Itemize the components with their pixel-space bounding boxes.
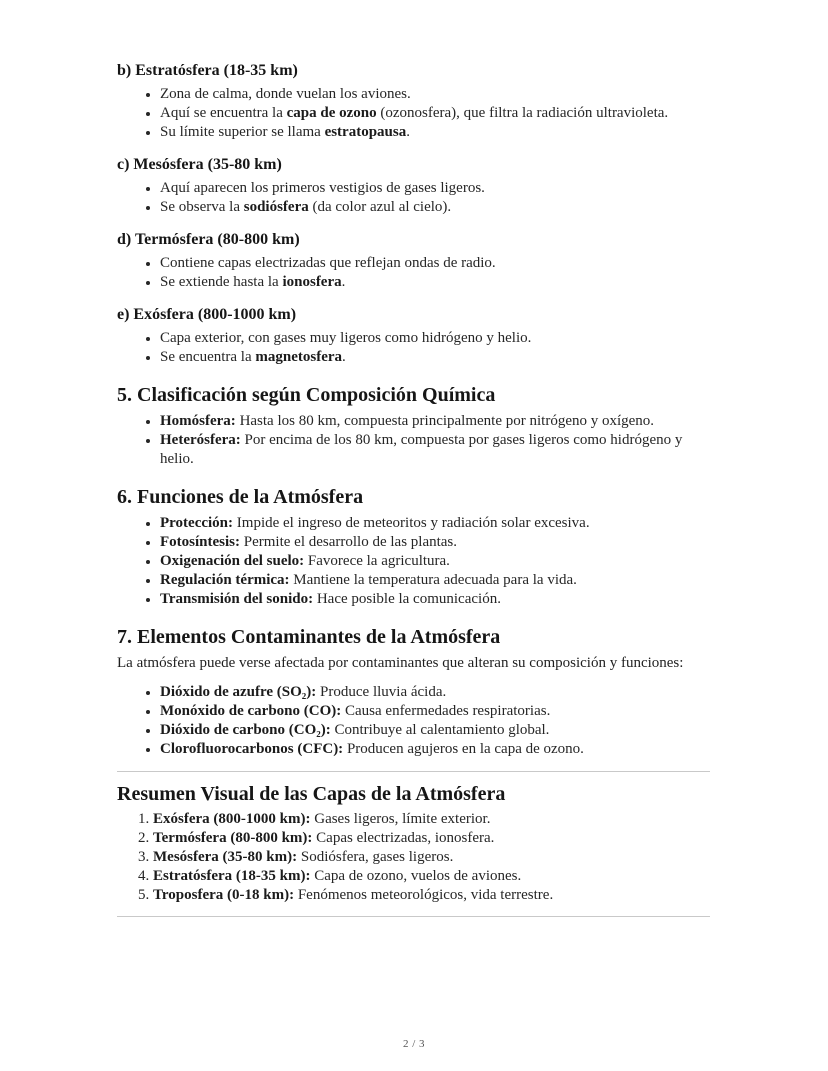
list-item: • Aquí se encuentra la capa de ozono (ozonosfera), que filtra la radiación ultravioleta. — [160, 104, 710, 123]
page-number: 2 / 3 — [402, 1038, 426, 1050]
list-item: • Se observa la sodiósfera (da color azul al cielo). — [160, 198, 710, 217]
section-heading: Resumen Visual de las Capas de la Atmósfera — [117, 783, 506, 805]
list-item: • Dióxido de azufre (SO₂): Produce lluvia ácida. — [160, 683, 710, 702]
list-item: 3. Mesósfera (35-80 km): Sodiósfera, gases ligeros. — [153, 848, 710, 867]
list-item: • Se encuentra la magnetosfera. — [160, 348, 710, 367]
list-item: • Aquí aparecen los primeros vestigios de gases ligeros. — [160, 179, 710, 198]
section-funciones — [117, 484, 710, 609]
section-heading: 7. Elementos Contaminantes de la Atmósfera — [117, 626, 501, 648]
list-item: • Clorofluorocarbonos (CFC): Producen agujeros en la capa de ozono. — [160, 740, 710, 759]
divider-top — [117, 771, 710, 772]
section-heading: 6. Funciones de la Atmósfera — [117, 486, 364, 508]
section-exosfera — [117, 304, 710, 367]
section-clasificacion-quimica — [117, 382, 710, 469]
list-item: • Protección: Impide el ingreso de meteoritos y radiación solar excesiva. — [160, 514, 710, 533]
list-item: • Regulación térmica: Mantiene la temperatura adecuada para la vida. — [160, 571, 710, 590]
section-intro-paragraph: La atmósfera puede verse afectada por contaminantes que alteran su composición y funciones: — [117, 655, 684, 671]
list-item: • Zona de calma, donde vuelan los aviones. — [160, 85, 710, 104]
section-heading: e) Exósfera (800-1000 km) — [117, 306, 297, 323]
divider-bottom — [117, 916, 710, 917]
section-termosfera — [117, 229, 710, 292]
list-item: • Heterósfera: Por encima de los 80 km, compuesta por gases ligeros como hidrógeno y helio. — [160, 431, 710, 469]
section-heading: d) Termósfera (80-800 km) — [117, 231, 300, 248]
bullet-list — [117, 254, 710, 292]
list-item: 4. Estratósfera (18-35 km): Capa de ozono, vuelos de aviones. — [153, 867, 710, 886]
bullet-list — [117, 85, 710, 142]
list-item: • Transmisión del sonido: Hace posible la comunicación. — [160, 590, 710, 609]
numbered-list — [117, 810, 710, 905]
bullet-list — [117, 329, 710, 367]
list-item: 1. Exósfera (800-1000 km): Gases ligeros, límite exterior. — [153, 810, 710, 829]
list-item: • Oxigenación del suelo: Favorece la agricultura. — [160, 552, 710, 571]
list-item: • Contiene capas electrizadas que reflejan ondas de radio. — [160, 254, 710, 273]
list-item: • Capa exterior, con gases muy ligeros como hidrógeno y helio. — [160, 329, 710, 348]
section-mesosfera — [117, 154, 710, 217]
bullet-list — [117, 179, 710, 217]
list-item: 2. Termósfera (80-800 km): Capas electrizadas, ionosfera. — [153, 829, 710, 848]
list-item: • Fotosíntesis: Permite el desarrollo de las plantas. — [160, 533, 710, 552]
section-heading: c) Mesósfera (35-80 km) — [117, 156, 282, 173]
list-item: • Su límite superior se llama estratopausa. — [160, 123, 710, 142]
list-item: • Monóxido de carbono (CO): Causa enfermedades respiratorias. — [160, 702, 710, 721]
list-item: 5. Troposfera (0-18 km): Fenómenos meteorológicos, vida terrestre. — [153, 886, 710, 905]
section-contaminantes — [117, 624, 710, 759]
bullet-list — [117, 412, 710, 469]
list-item: • Dióxido de carbono (CO₂): Contribuye al calentamiento global. — [160, 721, 710, 740]
section-resumen-visual — [117, 771, 710, 917]
bullet-list — [117, 683, 710, 759]
section-heading: 5. Clasificación según Composición Química — [117, 384, 496, 406]
section-heading: b) Estratósfera (18-35 km) — [117, 62, 298, 79]
bullet-list — [117, 514, 710, 609]
section-estratosfera — [117, 60, 710, 142]
list-item: • Homósfera: Hasta los 80 km, compuesta principalmente por nitrógeno y oxígeno. — [160, 412, 710, 431]
list-item: • Se extiende hasta la ionosfera. — [160, 273, 710, 292]
